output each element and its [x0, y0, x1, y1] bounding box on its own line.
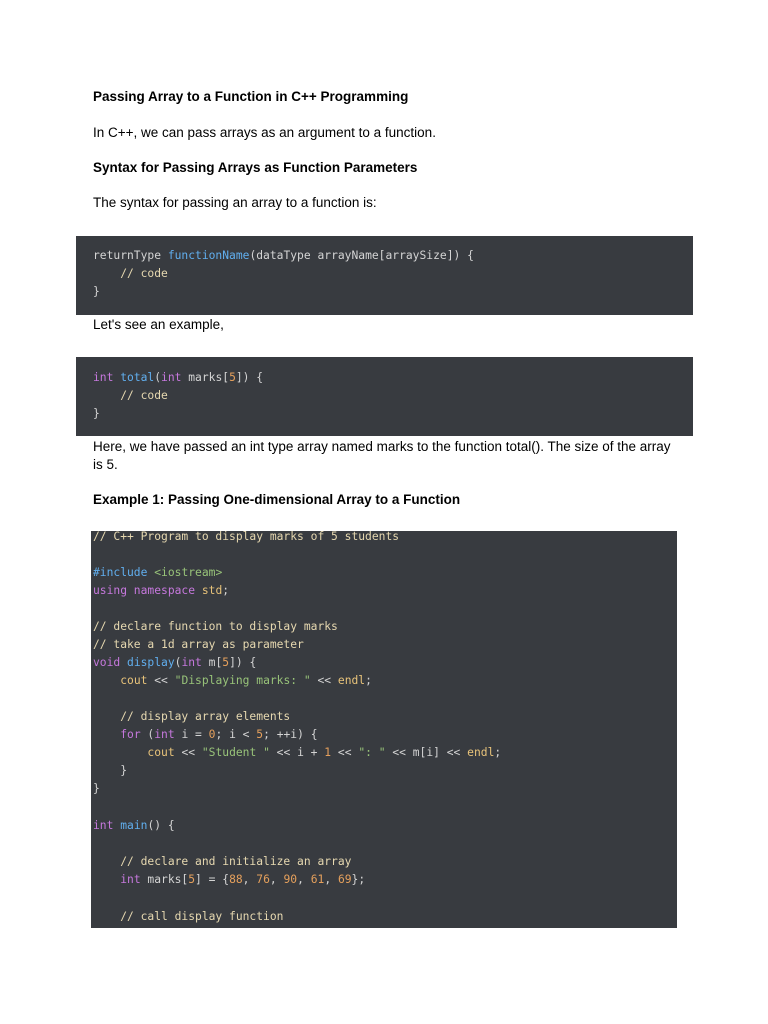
- example1-heading: Example 1: Passing One-dimensional Array to a Function: [93, 492, 461, 507]
- example-code-block: [76, 357, 693, 436]
- intro-paragraph: In C++, we can pass arrays as an argument to a function.: [93, 125, 436, 140]
- code-line-include: #include <iostream>: [93, 566, 223, 579]
- example-intro-paragraph: Let's see an example,: [93, 317, 224, 332]
- code-comment: // code: [93, 389, 168, 402]
- code-line: int total(int marks[5]) {: [93, 371, 264, 384]
- code-comment: // declare function to display marks: [93, 620, 338, 633]
- code-comment: // take a 1d array as parameter: [93, 638, 304, 651]
- code-line: returnType functionName(dataType arrayName[arraySize]) {: [93, 249, 474, 262]
- code-line: }: [93, 285, 100, 298]
- syntax-intro-paragraph: The syntax for passing an array to a function is:: [93, 195, 377, 210]
- code-comment: // code: [93, 267, 168, 280]
- code-line-array: int marks[5] = {88, 76, 90, 61, 69};: [120, 873, 366, 886]
- code-line: }: [93, 407, 100, 420]
- code-line-cout: cout << "Displaying marks: " << endl;: [120, 674, 372, 687]
- code-comment: // declare and initialize an array: [93, 855, 352, 868]
- code-line-cout: cout << "Student " << i + 1 << ": " << m[i] << endl;: [147, 746, 502, 759]
- code-line: }: [93, 764, 128, 777]
- code-comment: // C++ Program to display marks of 5 students: [93, 530, 400, 543]
- code-line-main: int main() {: [93, 819, 175, 832]
- code-line-using: using namespace std;: [93, 584, 230, 597]
- explanation-paragraph: Here, we have passed an int type array named marks to the function total(). The size of the array is 5.: [93, 439, 671, 472]
- code-line: }: [93, 782, 100, 795]
- syntax-code-block: [76, 236, 693, 315]
- code-comment: // call display function: [93, 910, 284, 923]
- page-title: Passing Array to a Function in C++ Programming: [93, 89, 409, 104]
- code-comment: // display array elements: [93, 710, 291, 723]
- code-line-display-signature: void display(int m[5]) {: [93, 656, 257, 669]
- syntax-heading: Syntax for Passing Arrays as Function Parameters: [93, 160, 418, 175]
- program-code-block: [91, 531, 677, 928]
- code-line-for: for (int i = 0; i < 5; ++i) {: [120, 728, 318, 741]
